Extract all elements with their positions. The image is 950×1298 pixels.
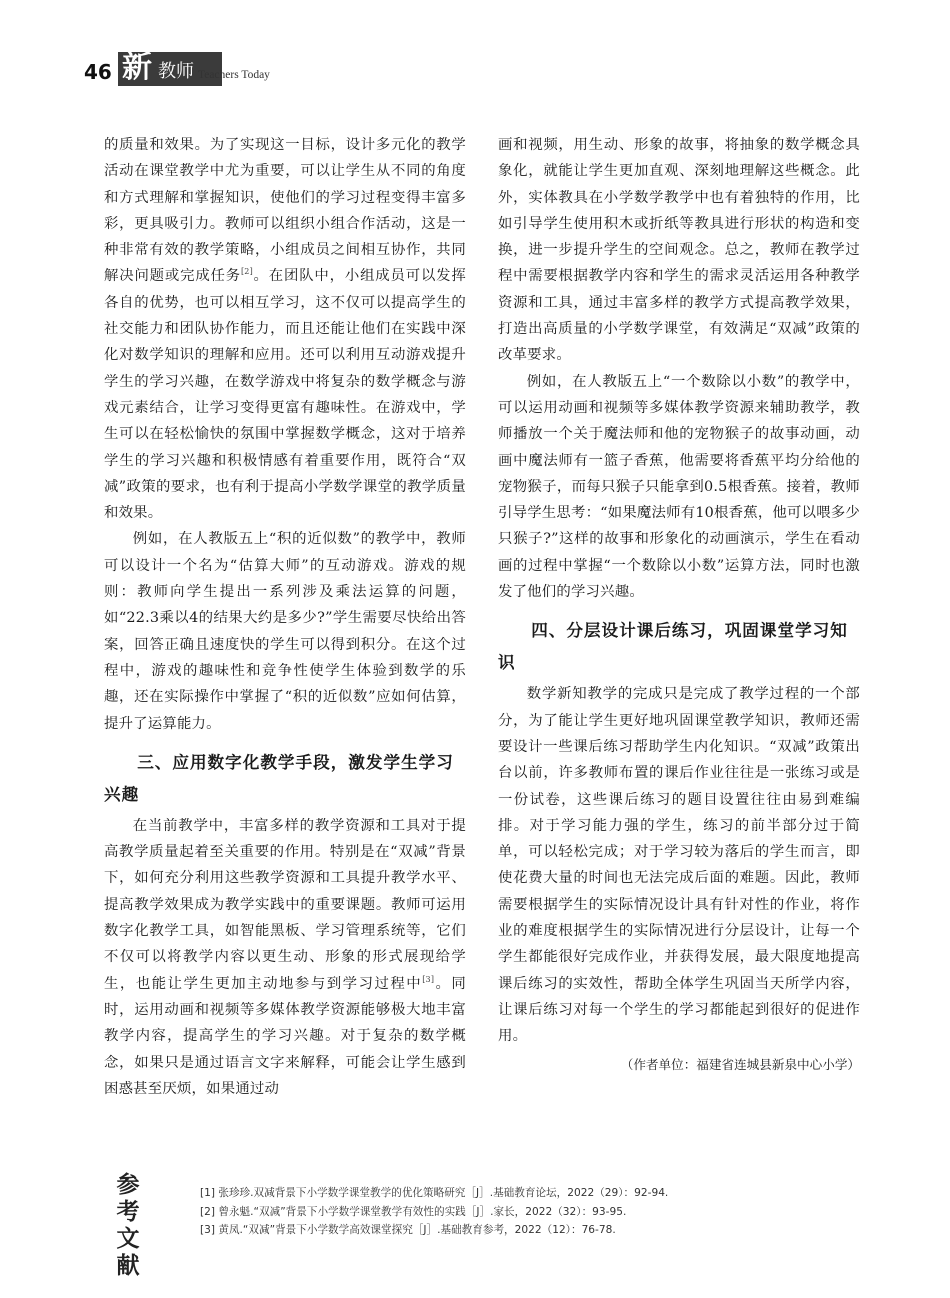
paragraph: 的质量和效果。为了实现这一目标，设计多元化的教学活动在课堂教学中尤为重要，可以让学生从不同的角度和方式理解和掌握知识，使他们的学习过程变得丰富多彩，更具吸引力。教师可以组织小组合作活动，这是一种非常有效的教学策略，小组成员之间相互协作，共同解决问题或完成任务[2]。在团队中，小组成员可以发挥各自的优势，也可以相互学习，这不仅可以提高学生的社交能力和团队协作能力，而且还能让他们在实践中深化对数学知识的理解和应用。还可以利用互动游戏提升学生的学习兴趣，在数学游戏中将复杂的数学概念与游戏元素结合，让学习变得更富有趣味性。在游戏中，学生可以在轻松愉快的氛围中掌握数学概念，这对于培养学生的学习兴趣和积极情感有着重要作用，既符合“双减”政策的要求，也有利于提高小学数学课堂的教学质量和效果。 [104, 137, 466, 522]
paragraph: 数学新知教学的完成只是完成了教学过程的一个部分，为了能让学生更好地巩固课堂教学知识，教师还需要设计一些课后练习帮助学生内化知识。“双减”政策出台以前，许多教师布置的课后作业往往是一张练习或是一份试卷，这些课后练习的题目设置往往由易到难编排。对于学习能力强的学生，练习的前半部分过于简单，可以轻松完成；对于学习较为落后的学生而言，即使花费大量的时间也无法完成后面的难题。因此，教师需要根据学生的实际情况设计具有针对性的作业，将作业的难度根据学生的实际情况进行分层设计，让每一个学生都能很好完成作业，并获得发展，最大限度地提高课后练习的实效性，帮助全体学生巩固当天所学内容，让课后练习对每一个学生的学习都能起到很好的促进作用。 [498, 686, 860, 1045]
reference-list [200, 1184, 880, 1240]
references-title: 参考文献 [116, 1172, 140, 1279]
left-column [104, 132, 466, 1102]
paragraph: 画和视频，用生动、形象的故事，将抽象的数学概念具象化，就能让学生更加直观、深刻地理解这些概念。此外，实体教具在小学数学教学中也有着独特的作用，比如引导学生使用积木或折纸等教具进行形状的构造和变换，进一步提升学生的空间观念。总之，教师在教学过程中需要根据教学内容和学生的需求灵活运用各种教学资源和工具，通过丰富多样的教学方式提高教学效果，打造出高质量的小学数学课堂，有效满足“双减”政策的改革要求。 [498, 137, 860, 364]
journal-english-name: Teachers Today [198, 69, 270, 81]
paragraph: 在当前教学中，丰富多样的教学资源和工具对于提高教学质量起着至关重要的作用。特别是在“双减”背景下，如何充分利用这些教学资源和工具提升教学水平、提高教学效果成为教学实践中的重要课题。教师可运用数字化教学工具，如智能黑板、学习管理系统等，它们不仅可以将教学内容以更生动、形象的形式展现给学生，也能让学生更加主动地参与到学习过程中[3]。同时，运用动画和视频等多媒体教学资源能够极大地丰富教学内容，提高学生的学习兴趣。对于复杂的数学概念，如果只是通过语言文字来解释，可能会让学生感到困惑甚至厌烦，如果通过动 [104, 817, 466, 1097]
section-heading: 四、分层设计课后练习，巩固课堂学习知识 [498, 621, 848, 673]
section-heading: 三、应用数字化教学手段，激发学生学习兴趣 [104, 752, 454, 804]
page-number: 46 [84, 60, 112, 84]
reference-item: [1] 张珍珍.双减背景下小学数学课堂教学的优化策略研究［J］.基础教育论坛，2022（29）：92-94. [200, 1187, 669, 1199]
author-affiliation: （作者单位：福建省连城县新泉中心小学） [620, 1056, 860, 1072]
paragraph: 例如，在人教版五上“一个数除以小数”的教学中，可以运用动画和视频等多媒体教学资源来辅助教学，教师播放一个关于魔法师和他的宠物猴子的故事动画，动画中魔法师有一篮子香蕉，他需要将香蕉平均分给他的宠物猴子，而每只猴子只能拿到0.5根香蕉。接着，教师引导学生思考：“如果魔法师有10根香蕉，他可以喂多少只猴子?”这样的故事和形象化的动画演示，学生在看动画的过程中掌握“一个数除以小数”运算方法，同时也激发了他们的学习兴趣。 [498, 373, 860, 601]
citation-marker: [2] [240, 267, 253, 277]
citation-marker: [3] [422, 974, 435, 984]
paragraph: 例如，在人教版五上“积的近似数”的教学中，教师可以设计一个名为“估算大师”的互动游戏。游戏的规则：教师向学生提出一系列涉及乘法运算的问题，如“22.3乘以4的结果大约是多少?”学生需要尽快给出答案，回答正确且速度快的学生可以得到积分。在这个过程中，游戏的趣味性和竞争性使学生体验到数学的乐趣，还在实际操作中掌握了“积的近似数”应如何估算，提升了运算能力。 [104, 531, 466, 732]
reference-item: [2] 曾永魁.“双减”背景下小学数学课堂教学有效性的实践［J］.家长，2022（32）：93-95. [200, 1205, 627, 1218]
right-column [498, 132, 860, 1078]
logo-char: 新 [122, 50, 152, 85]
logo-text: 教师 [158, 61, 194, 82]
reference-item: [3] 黄凤.“双减”背景下小学数学高效课堂探究［J］.基础教育参考，2022（12）：76-78. [200, 1224, 616, 1236]
